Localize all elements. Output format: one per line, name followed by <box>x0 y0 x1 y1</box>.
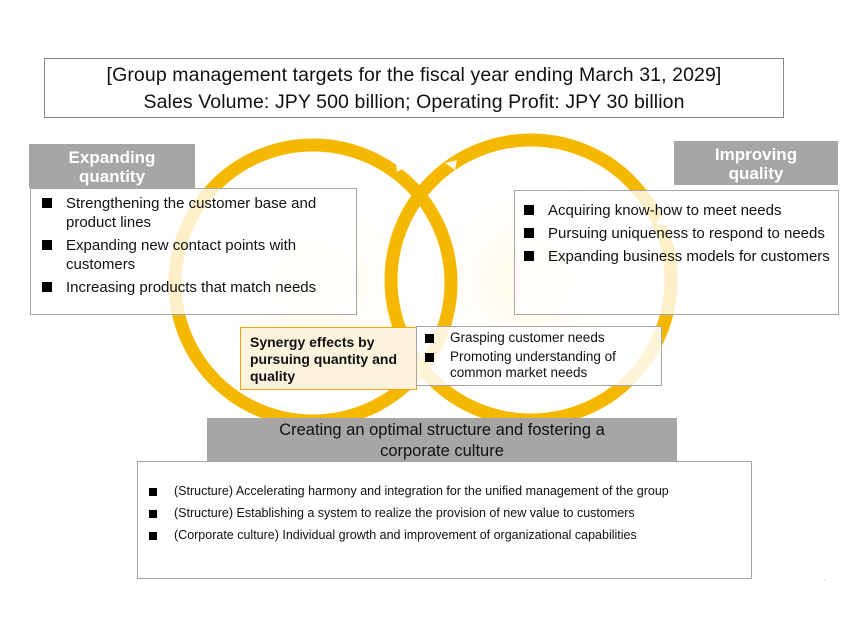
list-item: (Corporate culture) Individual growth and improvement of organizational capabilities <box>149 528 741 543</box>
improving-quality-label-line1: Improving <box>714 145 798 164</box>
synergy-label: Synergy effects by pursuing quantity and quality <box>240 327 417 390</box>
targets-title-line1: [Group management targets for the fiscal year ending March 31, 2029] <box>106 64 722 86</box>
list-item: Acquiring know-how to meet needs <box>524 201 830 220</box>
bullet-square-icon <box>149 510 157 518</box>
targets-title-line2: Sales Volume: JPY 500 billion; Operating Profit: JPY 30 billion <box>143 91 685 113</box>
expanding-quantity-label-line2: quantity <box>78 167 146 186</box>
structure-culture-title-line1: Creating an optimal structure and fostering a <box>279 421 605 439</box>
quantity-list-box <box>30 188 357 315</box>
structure-culture-title-line2: corporate culture <box>380 442 504 460</box>
improving-quality-label-line2: quality <box>728 164 784 183</box>
bullet-square-icon <box>524 205 534 215</box>
bullet-square-icon <box>425 353 434 362</box>
list-item: (Structure) Accelerating harmony and integration for the unified management of the group <box>149 484 741 499</box>
list-item: Expanding new contact points with customers <box>42 236 350 274</box>
structure-culture-title <box>207 418 677 464</box>
expanding-quantity-label <box>29 144 195 188</box>
bullet-square-icon <box>524 251 534 261</box>
list-item: Increasing products that match needs <box>42 278 350 297</box>
list-item: Promoting understanding of common market needs <box>425 349 655 381</box>
bullet-square-icon <box>42 198 52 208</box>
footer-mark: - <box>823 575 826 585</box>
structure-culture-list-box <box>137 461 752 579</box>
bullet-square-icon <box>42 240 52 250</box>
synergy-list-box <box>416 326 662 386</box>
list-item: Strengthening the customer base and product lines <box>42 194 350 232</box>
bullet-square-icon <box>149 488 157 496</box>
bullet-square-icon <box>524 228 534 238</box>
targets-title-box <box>44 58 784 118</box>
improving-quality-label <box>674 141 838 185</box>
bullet-square-icon <box>42 282 52 292</box>
quality-list-box <box>514 190 839 315</box>
list-item: Pursuing uniqueness to respond to needs <box>524 224 830 243</box>
list-item: Expanding business models for customers <box>524 247 830 266</box>
bullet-square-icon <box>425 334 434 343</box>
bullet-square-icon <box>149 532 157 540</box>
ring-arrow-right-bottom <box>414 395 426 407</box>
list-item: Grasping customer needs <box>425 330 655 346</box>
expanding-quantity-label-line1: Expanding <box>68 148 156 167</box>
list-item: (Structure) Establishing a system to realize the provision of new value to customers <box>149 506 741 521</box>
